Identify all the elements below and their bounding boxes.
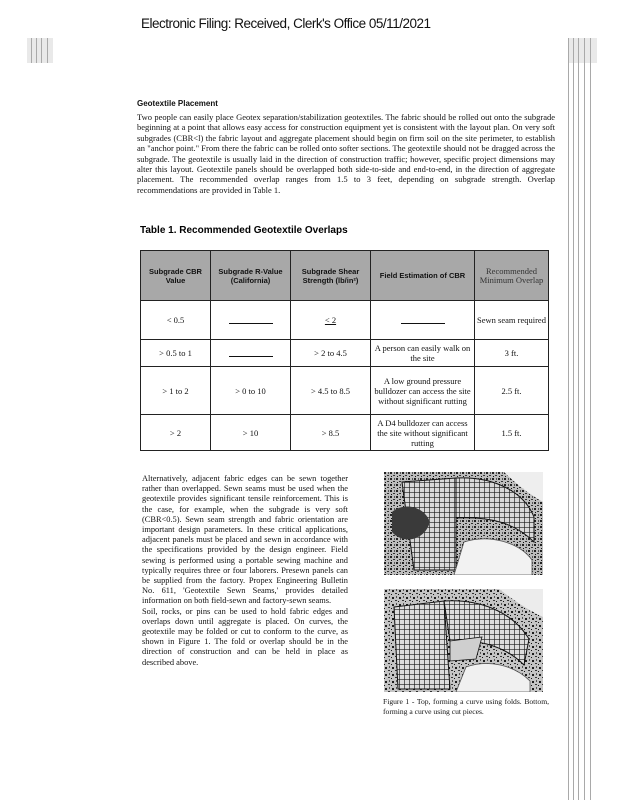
table-cell [291, 301, 371, 340]
blank-line [229, 315, 273, 324]
table-cell: > 1 to 2 [141, 367, 211, 415]
table-row [141, 367, 549, 415]
table-title: Table 1. Recommended Geotextile Overlaps [140, 225, 348, 236]
table-cell: 2.5 ft. [475, 367, 549, 415]
figure-photo-folds [384, 472, 543, 575]
body-column [142, 474, 348, 668]
table-cell: A D4 bulldozer can access the site without significant rutting [371, 415, 475, 451]
border-line [31, 38, 32, 63]
table-row [141, 301, 549, 340]
table-cell: A person can easily walk on the site [371, 340, 475, 367]
body-paragraph: Alternatively, adjacent fabric edges can be sewn together rather than overlapped. Sewn seams must be used when the geotextile provides significant tensile reinforcement. This is the case, for example, when the subgrade is very soft (CBR<0.5). Sewn seam strength and fabric orientation are important design parameters. In these critical applications, adjacent panels must be placed and sewn in accordance with the specifications provided by the design engineer. Field sewing is performed using a portable sewing machine and typically requires three or four laborers. Presewn panels can be supplied from the factory. Propex Engineering Bulletin No. 611, 'Geotextile Sewn Seams,' provides detailed information on both field-sewn and factory-sewn seams. [142, 474, 348, 606]
filing-stamp: Electronic Filing: Received, Clerk's Office 05/11/2021 [141, 16, 431, 31]
table-cell [371, 301, 475, 340]
table-cell: > 4.5 to 8.5 [291, 367, 371, 415]
table-cell: A low ground pressure bulldozer can access the site without significant rutting [371, 367, 475, 415]
cell-value: < 2 [324, 315, 337, 325]
blank-line [229, 348, 273, 357]
border-line [36, 38, 37, 63]
column-header: Subgrade CBR Value [141, 251, 211, 301]
border-line [573, 38, 574, 800]
border-line [41, 38, 42, 63]
table-cell: 1.5 ft. [475, 415, 549, 451]
table-cell: > 2 [141, 415, 211, 451]
overlap-table [140, 250, 549, 451]
border-line [578, 38, 579, 800]
table-cell: 3 ft. [475, 340, 549, 367]
border-line [47, 38, 48, 63]
table-cell: > 10 [211, 415, 291, 451]
table-cell [211, 340, 291, 367]
intro-paragraph: Two people can easily place Geotex separation/stabilization geotextiles. The fabric should be rolled out onto the subgrade beginning at a point that allows easy access for construction equipment yet is consistent with the layout plan. On very soft subgrades (CBR<l) the fabric layout and aggregate placement should begin on firm soil on the site perimeter, to establish an "anchor point." From there the fabric can be rolled onto softer sections. The geotextile should not be dragged across the subgrade. The geotextile is usually laid in the direction of construction traffic; however, specific project dimensions may alter this layout. Geotextile panels should be overlapped both side-to-side and end-to-end, in the direction of aggregate placement. The recommended overlap ranges from 1.5 to 3 feet, depending on subgrade strength. Overlap recommendations are provided in Table 1. [137, 112, 555, 195]
body-paragraph: Soil, rocks, or pins can be used to hold fabric edges and overlaps down until aggregate is placed. On curves, the geotextile may be folded or cut to conform to the curve, as shown in Figure 1. The fold or overlap should be in the direction of construction and can be held in place as described above. [142, 606, 348, 667]
border-line [590, 38, 591, 800]
blank-line [401, 315, 445, 324]
table-cell [211, 301, 291, 340]
table-header-row [141, 251, 549, 301]
table-cell: < 0.5 [141, 301, 211, 340]
figure-caption: Figure 1 - Top, forming a curve using folds. Bottom, forming a curve using cut pieces. [383, 697, 549, 717]
border-line [568, 38, 569, 800]
column-header: Subgrade R-Value (California) [211, 251, 291, 301]
table-cell: > 0.5 to 1 [141, 340, 211, 367]
table-cell: > 0 to 10 [211, 367, 291, 415]
column-header: Field Estimation of CBR [371, 251, 475, 301]
table-row [141, 340, 549, 367]
table-row [141, 415, 549, 451]
table-cell: Sewn seam required [475, 301, 549, 340]
section-heading: Geotextile Placement [137, 99, 218, 108]
column-header: Recommended Minimum Overlap [475, 251, 549, 301]
table-cell: > 8.5 [291, 415, 371, 451]
border-line [584, 38, 585, 800]
table-cell: > 2 to 4.5 [291, 340, 371, 367]
column-header: Subgrade Shear Strength (lb/in²) [291, 251, 371, 301]
figure-photo-cut-pieces [384, 589, 543, 692]
